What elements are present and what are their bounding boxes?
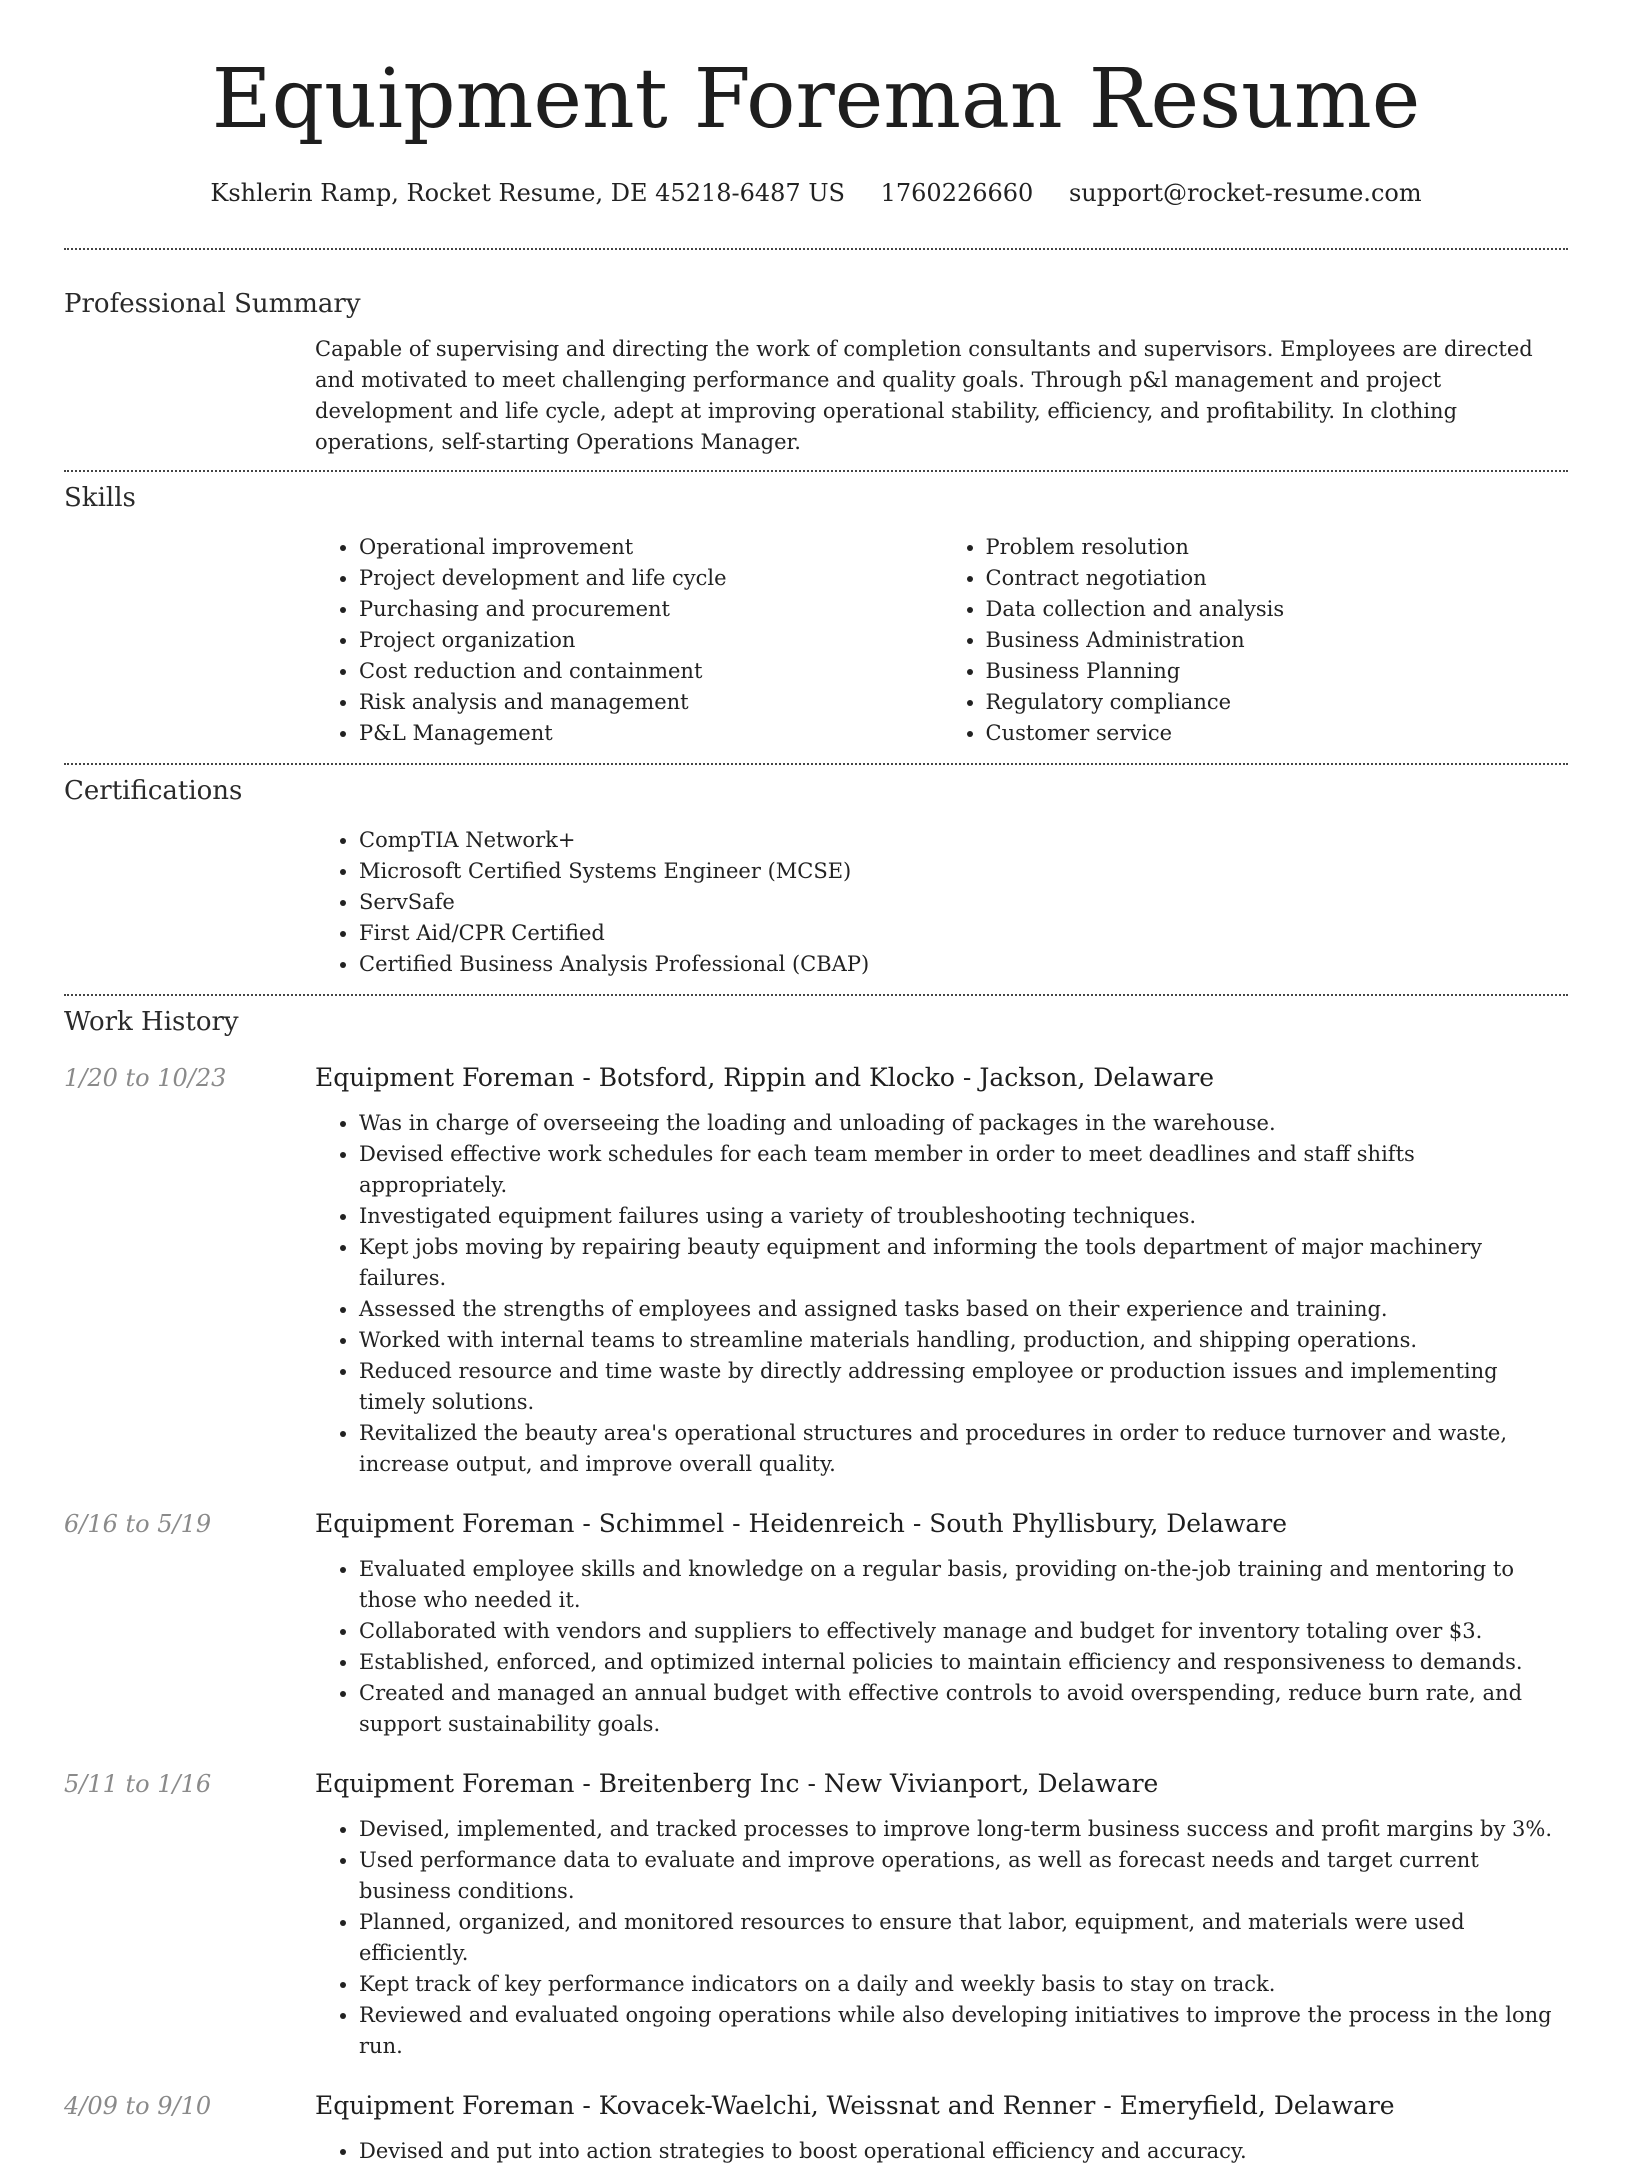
job-bullet: • Investigated equipment failures using a variety of troubleshooting techniques.	[359, 1201, 1568, 1232]
skill-item: • Cost reduction and containment	[359, 656, 942, 687]
skills-list-right	[942, 532, 1569, 749]
job-dates: 1/20 to 10/23	[64, 1064, 227, 1092]
job-dates: 4/09 to 9/10	[64, 2092, 212, 2120]
job-bullet: • Was in charge of overseeing the loading and unloading of packages in the warehouse.	[359, 1108, 1568, 1139]
skill-item: • Business Administration	[986, 625, 1569, 656]
job-bullet-list	[315, 1814, 1568, 2062]
certification-item: • First Aid/CPR Certified	[359, 918, 1568, 949]
section-divider	[64, 248, 1568, 250]
certification-item: • ServSafe	[359, 887, 1568, 918]
work-history-heading: Work History	[64, 1007, 239, 1037]
skill-item: • Data collection and analysis	[986, 594, 1569, 625]
job-bullet: • Kept track of key performance indicators on a daily and weekly basis to stay on track.	[359, 1969, 1568, 2000]
summary-section	[315, 334, 1568, 458]
skill-item: • Regulatory compliance	[986, 687, 1569, 718]
job-title: Equipment Foreman - Breitenberg Inc - New Vivianport, Delaware	[315, 1769, 1159, 1798]
certifications-section	[315, 825, 1568, 980]
job-bullet: • Revitalized the beauty area's operational structures and procedures in order to reduce turnover and waste, increase output, and improve overall quality.	[359, 1418, 1568, 1480]
job-title: Equipment Foreman - Kovacek-Waelchi, Weissnat and Renner - Emeryfield, Delaware	[315, 2091, 1395, 2120]
job-bullet: • Devised effective work schedules for each team member in order to meet deadlines and staff shifts appropriately.	[359, 1139, 1568, 1201]
job-bullet: • Evaluated employee skills and knowledge on a regular basis, providing on-the-job training and mentoring to those who needed it.	[359, 1554, 1568, 1616]
skill-item: • Project development and life cycle	[359, 563, 942, 594]
section-divider	[64, 763, 1568, 765]
job-dates: 6/16 to 5/19	[64, 1510, 212, 1538]
job-entry	[64, 1062, 1568, 1480]
job-bullet: • Devised and put into action strategies to boost operational efficiency and accuracy.	[359, 2136, 1568, 2167]
skill-item: • Project organization	[359, 625, 942, 656]
skill-item: • Risk analysis and management	[359, 687, 942, 718]
contact-email: support@rocket-resume.com	[1068, 179, 1422, 207]
job-title: Equipment Foreman - Schimmel - Heidenreich - South Phyllisbury, Delaware	[315, 1509, 1287, 1538]
skill-item: • P&L Management	[359, 718, 942, 749]
skills-heading: Skills	[64, 483, 136, 513]
certification-item: • Microsoft Certified Systems Engineer (MCSE)	[359, 856, 1568, 887]
certifications-heading: Certifications	[64, 776, 243, 806]
job-bullet: • Planned, organized, and monitored resources to ensure that labor, equipment, and materials were used efficiently.	[359, 1907, 1568, 1969]
skill-item: • Purchasing and procurement	[359, 594, 942, 625]
skill-item: • Contract negotiation	[986, 563, 1569, 594]
job-bullet: • Devised, implemented, and tracked processes to improve long-term business success and profit margins by 3%.	[359, 1814, 1568, 1845]
job-bullet-list	[315, 1108, 1568, 1480]
skill-item: • Problem resolution	[986, 532, 1569, 563]
summary-heading: Professional Summary	[64, 289, 361, 319]
job-title: Equipment Foreman - Botsford, Rippin and Klocko - Jackson, Delaware	[315, 1063, 1215, 1092]
job-entry	[64, 1508, 1568, 1740]
skills-section	[315, 532, 1568, 749]
job-bullet: • Established, enforced, and optimized internal policies to maintain efficiency and responsiveness to demands.	[359, 1647, 1568, 1678]
certifications-list	[315, 825, 1568, 980]
certification-item: • CompTIA Network+	[359, 825, 1568, 856]
skill-item: • Business Planning	[986, 656, 1569, 687]
job-entry	[64, 1768, 1568, 2062]
contact-phone: 1760226660	[880, 179, 1034, 207]
job-bullet-list	[315, 1554, 1568, 1740]
certification-item: • Certified Business Analysis Professional (CBAP)	[359, 949, 1568, 980]
job-bullet: • Reviewed and evaluated ongoing operations while also developing initiatives to improve the process in the long run.	[359, 2000, 1568, 2062]
skills-list-left	[315, 532, 942, 749]
resume-title: Equipment Foreman Resume	[211, 52, 1421, 147]
section-divider	[64, 470, 1568, 472]
contact-line	[64, 178, 1568, 208]
job-bullet: • Created and managed an annual budget with effective controls to avoid overspending, reduce burn rate, and support sustainability goals.	[359, 1678, 1568, 1740]
job-bullet: • Kept jobs moving by repairing beauty equipment and informing the tools department of major machinery failures.	[359, 1232, 1568, 1294]
job-entry	[64, 2090, 1568, 2167]
section-divider	[64, 994, 1568, 996]
resume-page	[64, 0, 1568, 2167]
job-bullet: • Collaborated with vendors and suppliers to effectively manage and budget for inventory totaling over $3.	[359, 1616, 1568, 1647]
job-bullet-list	[315, 2136, 1568, 2167]
skill-item: • Customer service	[986, 718, 1569, 749]
skill-item: • Operational improvement	[359, 532, 942, 563]
job-bullet: • Used performance data to evaluate and improve operations, as well as forecast needs and target current business conditions.	[359, 1845, 1568, 1907]
job-bullet: • Reduced resource and time waste by directly addressing employee or production issues and implementing timely solutions.	[359, 1356, 1568, 1418]
contact-address: Kshlerin Ramp, Rocket Resume, DE 45218-6487 US	[210, 179, 845, 207]
job-bullet: • Worked with internal teams to streamline materials handling, production, and shipping operations.	[359, 1325, 1568, 1356]
job-dates: 5/11 to 1/16	[64, 1770, 212, 1798]
summary-text: Capable of supervising and directing the work of completion consultants and supervisors. Employees are directed and motivated to meet challenging performance and quality goals. Through p&l management and project development and life cycle, adept at improving operational stability, efficiency, and profitability. In clothing operations, self-starting Operations Manager.	[315, 337, 1533, 454]
job-bullet: • Assessed the strengths of employees and assigned tasks based on their experience and training.	[359, 1294, 1568, 1325]
